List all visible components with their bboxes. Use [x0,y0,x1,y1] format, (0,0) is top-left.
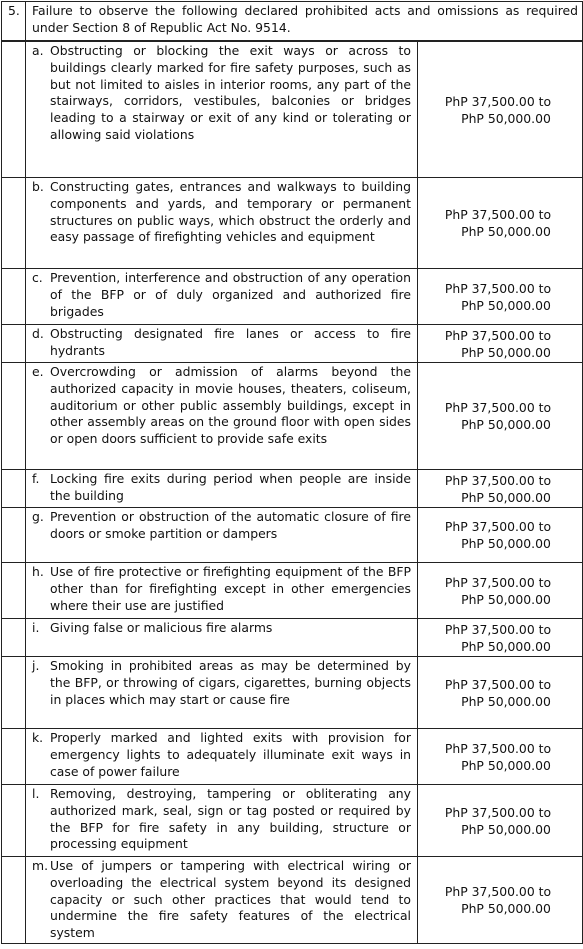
fine-range-start: PhP 37,500.00 to [444,519,552,534]
item-letter: c. [32,270,43,285]
table-row [2,508,583,563]
fine-range-start: PhP 37,500.00 to [444,804,552,820]
item-letter: m. [32,858,49,873]
table-row [2,785,583,857]
item-text: Giving false or malicious fire alarms [50,620,273,635]
item-text: Obstructing or blocking the exit ways or across to buildings clearly marked for fire safety purposes, such as but not limited to aisles in interior rooms, any part of the stairways, corridors, vestibules, balconies or bridges leading to a stairway or exit of any kind or tolerating or allowing said violations [50,43,411,142]
row-indent-cell [2,563,26,619]
fine-cell [418,729,583,785]
table-row [2,619,583,657]
violation-cell [26,269,418,325]
item-text: Smoking in prohibited areas as may be determined by the BFP, or throwing of cigars, cigarettes, burning objects in places which may start or cause fire [50,658,411,707]
row-indent-cell [2,785,26,857]
fine-cell [418,508,583,563]
fine-range-start: PhP 37,500.00 to [444,740,552,756]
fine-range-start: PhP 37,500.00 to [444,93,552,109]
item-letter: d. [32,326,44,341]
violation-cell [26,508,418,563]
fine-range-end: PhP 50,000.00 [461,693,551,709]
fine-range-start: PhP 37,500.00 to [444,207,552,222]
row-indent-cell [2,508,26,563]
row-indent-cell [2,657,26,729]
table-row [2,857,583,944]
violation-cell [26,729,418,785]
row-indent-cell [2,42,26,178]
violation-cell [26,42,418,178]
item-text: Removing, destroying, tampering or obliterating any authorized mark, seal, sign or tag posted or required by the BFP for fire safety in any building, structure or processing equipment [50,786,411,852]
table-row [2,325,583,363]
row-indent-cell [2,269,26,325]
fine-cell [418,857,583,944]
table-row [2,470,583,508]
fine-range-end: PhP 50,000.00 [461,417,551,432]
fine-cell [418,269,583,325]
violation-cell [26,178,418,269]
list-item [26,620,411,637]
list-item [26,471,411,505]
table-row [2,42,583,178]
violation-cell [26,657,418,729]
fine-range-end: PhP 50,000.00 [461,297,551,313]
list-item [26,179,411,246]
section-number: 5. [2,2,26,41]
list-item [26,658,411,708]
item-letter: k. [32,730,44,745]
fine-range-start: PhP 37,500.00 to [444,472,552,488]
item-letter: g. [32,509,44,524]
table-row [2,729,583,785]
fine-range-start: PhP 37,500.00 to [444,884,552,899]
fine-range-end: PhP 50,000.00 [461,757,551,773]
fine-range-start: PhP 37,500.00 to [444,574,552,590]
item-text: Use of jumpers or tampering with electrical wiring or overloading the electrical system beyond its designed capacity or such other practices that would tend to undermine the fire safety features of the electrical system [50,858,411,941]
fine-range-start: PhP 37,500.00 to [444,400,552,415]
fine-range-end: PhP 50,000.00 [461,901,551,916]
items-table [1,41,583,944]
table-row [2,269,583,325]
item-letter: b. [32,179,44,194]
fine-cell [418,470,583,508]
violation-cell [26,363,418,470]
table-row [2,363,583,470]
item-letter: l. [32,786,40,801]
fine-range-end: PhP 50,000.00 [461,344,551,360]
section-heading: Failure to observe the following declared prohibited acts and omissions as required under Section 8 of Republic Act No. 9514. [26,2,583,41]
item-text: Prevention, interference and obstruction of any operation of the BFP or of duly organized and authorized fire brigades [50,270,411,319]
document-page [0,1,583,949]
fine-range-end: PhP 50,000.00 [461,536,551,551]
item-letter: f. [32,471,40,486]
violation-cell [26,857,418,944]
fine-cell [418,325,583,363]
row-indent-cell [2,363,26,470]
item-letter: h. [32,564,44,579]
item-letter: j. [32,658,40,673]
fine-cell [418,619,583,657]
list-item [26,326,411,360]
table-row [2,657,583,729]
item-text: Properly marked and lighted exits with provision for emergency lights to adequately illuminate exit ways in case of power failure [50,730,411,779]
fine-range-end: PhP 50,000.00 [461,489,551,505]
fine-cell [418,42,583,178]
violations-table [1,1,583,41]
item-letter: i. [32,620,40,635]
fine-cell [418,785,583,857]
violation-cell [26,619,418,657]
row-indent-cell [2,857,26,944]
row-indent-cell [2,325,26,363]
list-item [26,730,411,780]
fine-range-start: PhP 37,500.00 to [444,327,552,343]
row-indent-cell [2,470,26,508]
fine-range-start: PhP 37,500.00 to [444,621,552,637]
fine-range-end: PhP 50,000.00 [461,110,551,126]
fine-range-end: PhP 50,000.00 [461,224,551,239]
item-text: Use of fire protective or firefighting equipment of the BFP other than for firefighting except in other emergencies where their use are justified [50,564,411,613]
list-item [26,270,411,320]
list-item [26,564,411,614]
fine-range-end: PhP 50,000.00 [461,821,551,837]
violation-cell [26,563,418,619]
item-letter: e. [32,364,44,379]
item-text: Locking fire exits during period when people are inside the building [50,471,411,503]
section-header-row [2,2,583,41]
fine-range-end: PhP 50,000.00 [461,638,551,654]
violation-cell [26,470,418,508]
fine-range-start: PhP 37,500.00 to [444,280,552,296]
item-text: Prevention or obstruction of the automatic closure of fire doors or smoke partition or dampers [50,509,411,541]
row-indent-cell [2,619,26,657]
item-text: Overcrowding or admission of alarms beyond the authorized capacity in movie houses, theaters, coliseum, auditorium or other public assembly buildings, except in other assembly areas on the ground floor with open sides or open doors sufficient to provide safe exits [50,364,411,447]
fine-cell [418,363,583,470]
fine-range-start: PhP 37,500.00 to [444,676,552,692]
row-indent-cell [2,178,26,269]
fine-cell [418,178,583,269]
item-text: Obstructing designated fire lanes or access to fire hydrants [50,326,411,358]
row-indent-cell [2,729,26,785]
violation-cell [26,785,418,857]
list-item [26,509,411,543]
list-item [26,858,411,942]
fine-range-end: PhP 50,000.00 [461,591,551,607]
fine-cell [418,563,583,619]
table-row [2,563,583,619]
violation-cell [26,325,418,363]
table-row [2,178,583,269]
item-letter: a. [32,43,44,58]
fine-cell [418,657,583,729]
item-text: Constructing gates, entrances and walkways to building components and yards, and temporary or permanent structures on public ways, which obstruct the orderly and easy passage of firefighting vehicles and equipment [50,179,411,245]
list-item [26,786,411,853]
list-item [26,364,411,448]
list-item [26,43,411,144]
